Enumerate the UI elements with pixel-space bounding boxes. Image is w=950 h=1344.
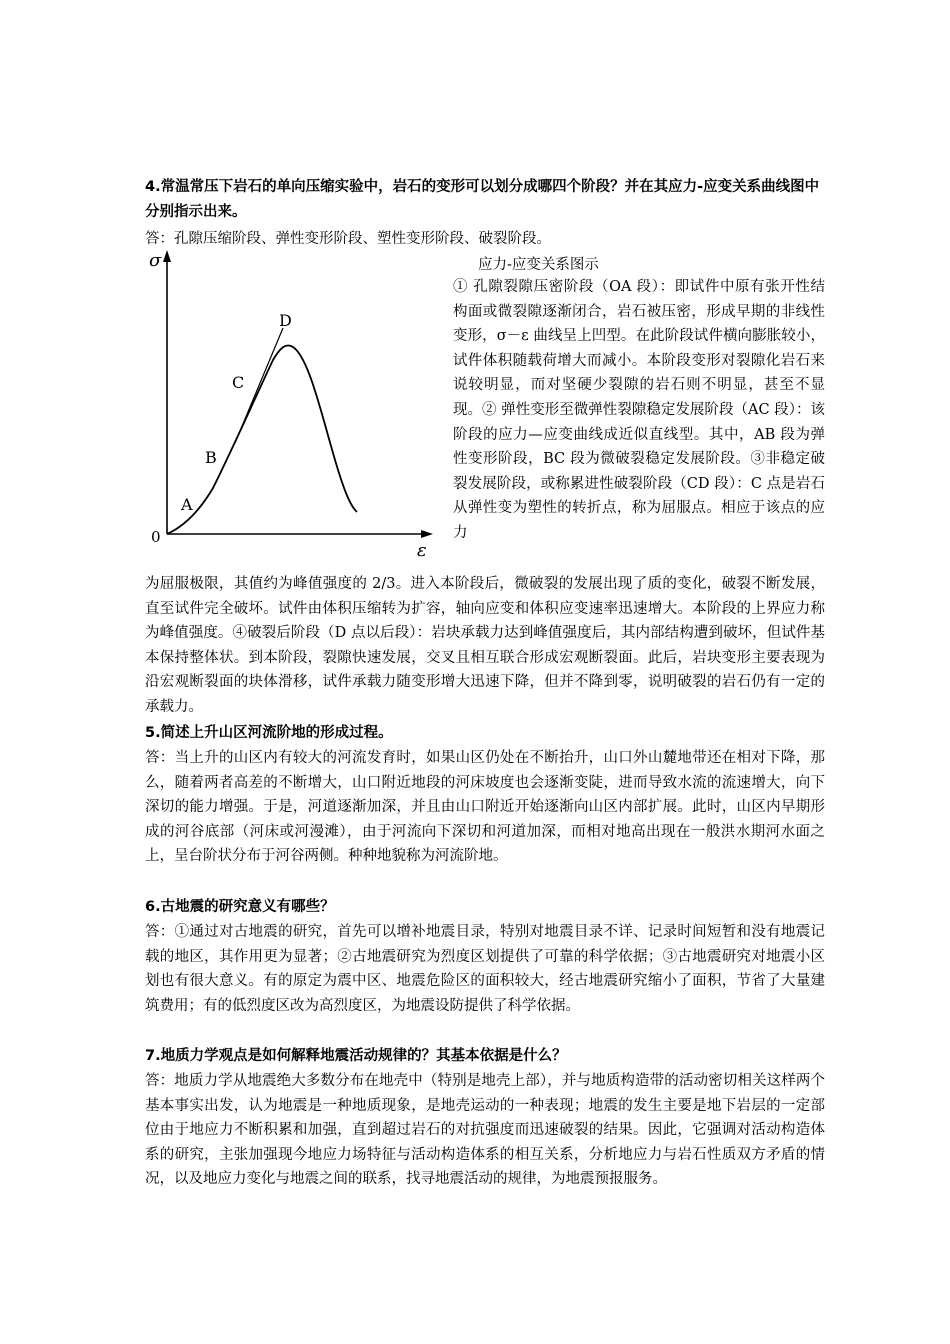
y-axis-arrow-icon	[163, 250, 171, 262]
stress-strain-figure	[145, 248, 445, 568]
x-axis-label: ε	[417, 540, 427, 561]
point-b-label: B	[205, 448, 217, 467]
stress-strain-curve	[167, 346, 357, 534]
origin-label: 0	[151, 528, 161, 546]
question-4-side-text: ① 孔隙裂隙压密阶段（OA 段）：即试件中原有张开性结构面或微裂隙逐渐闭合，岩石被压密，形成早期的非线性变形，σ－ε 曲线呈上凹型。在此阶段试件横向膨胀较小，试件体积随载荷增大而减小。本阶段变形对裂隙化岩石来说较明显，而对坚硬少裂隙的岩石则不明显，甚至不显现。② 弹性变形至微弹性裂隙稳定发展阶段（AC 段）：该阶段的应力—应变曲线成近似直线型。其中，AB 段为弹性变形阶段，BC 段为微破裂稳定发展阶段。③非稳定破裂发展阶段，或称累进性破裂阶段（CD 段）：C 点是岩石从弹性变为塑性的转折点，称为屈服点。相应于该点的应力	[453, 279, 825, 541]
y-axis-label: σ	[149, 250, 162, 271]
question-7-answer: 答：地质力学从地震绝大多数分布在地壳中（特别是地壳上部），并与地质构造带的活动密切相关这样两个基本事实出发，认为地震是一种地质现象，是地壳运动的一种表现；地震的发生主要是地下岩层的一定部位由于地应力不断积累和加强，直到超过岩石的对抗强度而迅速破裂的结果。因此，它强调对活动构造体系的研究，主张加强现今地应力场特征与活动构造体系的相互关系，分析地应力与岩石性质双方矛盾的情况，以及地应力变化与地震之间的联系，找寻地震活动的规律，为地震预报服务。	[145, 1073, 825, 1188]
question-6-title: 6.古地震的研究意义有哪些？	[145, 899, 335, 915]
point-c-label: C	[232, 373, 245, 392]
question-5-answer: 答：当上升的山区内有较大的河流发育时，如果山区仍处在不断抬升，山口外山麓地带还在相对下降，那么，随着两者高差的不断增大，山口附近地段的河床坡度也会逐渐变陡，进而导致水流的流速增大，向下深切的能力增强。于是，河道逐渐加深，并且由山口附近开始逐渐向山区内部扩展。此时，山区内早期形成的河谷底部（河床或河漫滩），由于河流向下深切和河道加深，而相对地高出现在一般洪水期河水面之上，呈台阶状分布于河谷两侧。种种地貌称为河流阶地。	[145, 750, 825, 865]
point-a-label: A	[181, 495, 193, 514]
point-d-label: D	[279, 311, 292, 330]
question-4-title: 4.常温常压下岩石的单向压缩实验中，岩石的变形可以划分成哪四个阶段？并在其应力-应变关系曲线图中分别指示出来。	[145, 179, 820, 220]
question-4-answer: 答：孔隙压缩阶段、弹性变形阶段、塑性变形阶段、破裂阶段。	[145, 231, 551, 247]
figure-caption: 应力-应变关系图示	[478, 257, 599, 273]
x-axis-arrow-icon	[421, 530, 433, 538]
question-5-title: 5.简述上升山区河流阶地的形成过程。	[145, 725, 393, 741]
question-6-answer: 答：①通过对古地震的研究，首先可以增补地震目录，特别对地震目录不详、记录时间短暂和没有地震记载的地区，其作用更为显著；②古地震研究为烈度区划提供了可靠的科学依据；③古地震研究对地震小区划也有很大意义。有的原定为震中区、地震危险区的面积较大，经古地震研究缩小了面积，节省了大量建筑费用；有的低烈度区改为高烈度区，为地震设防提供了科学依据。	[145, 924, 825, 1014]
question-4-continued-text: 为屈服极限，其值约为峰值强度的 2/3。进入本阶段后，微破裂的发展出现了质的变化，破裂不断发展，直至试件完全破坏。试件由体积压缩转为扩容，轴向应变和体积应变速率迅速增大。本阶段的上界应力称为峰值强度。④破裂后阶段（D 点以后段）：岩块承载力达到峰值强度后，其内部结构遭到破坏，但试件基本保持整体状。到本阶段，裂隙快速发展，交叉且相互联合形成宏观断裂面。此后，岩块变形主要表现为沿宏观断裂面的块体滑移，试件承载力随变形增大迅速下降，但并不降到零，说明破裂的岩石仍有一定的承载力。	[145, 576, 825, 715]
question-7-title: 7.地质力学观点是如何解释地震活动规律的？其基本依据是什么？	[145, 1048, 567, 1064]
